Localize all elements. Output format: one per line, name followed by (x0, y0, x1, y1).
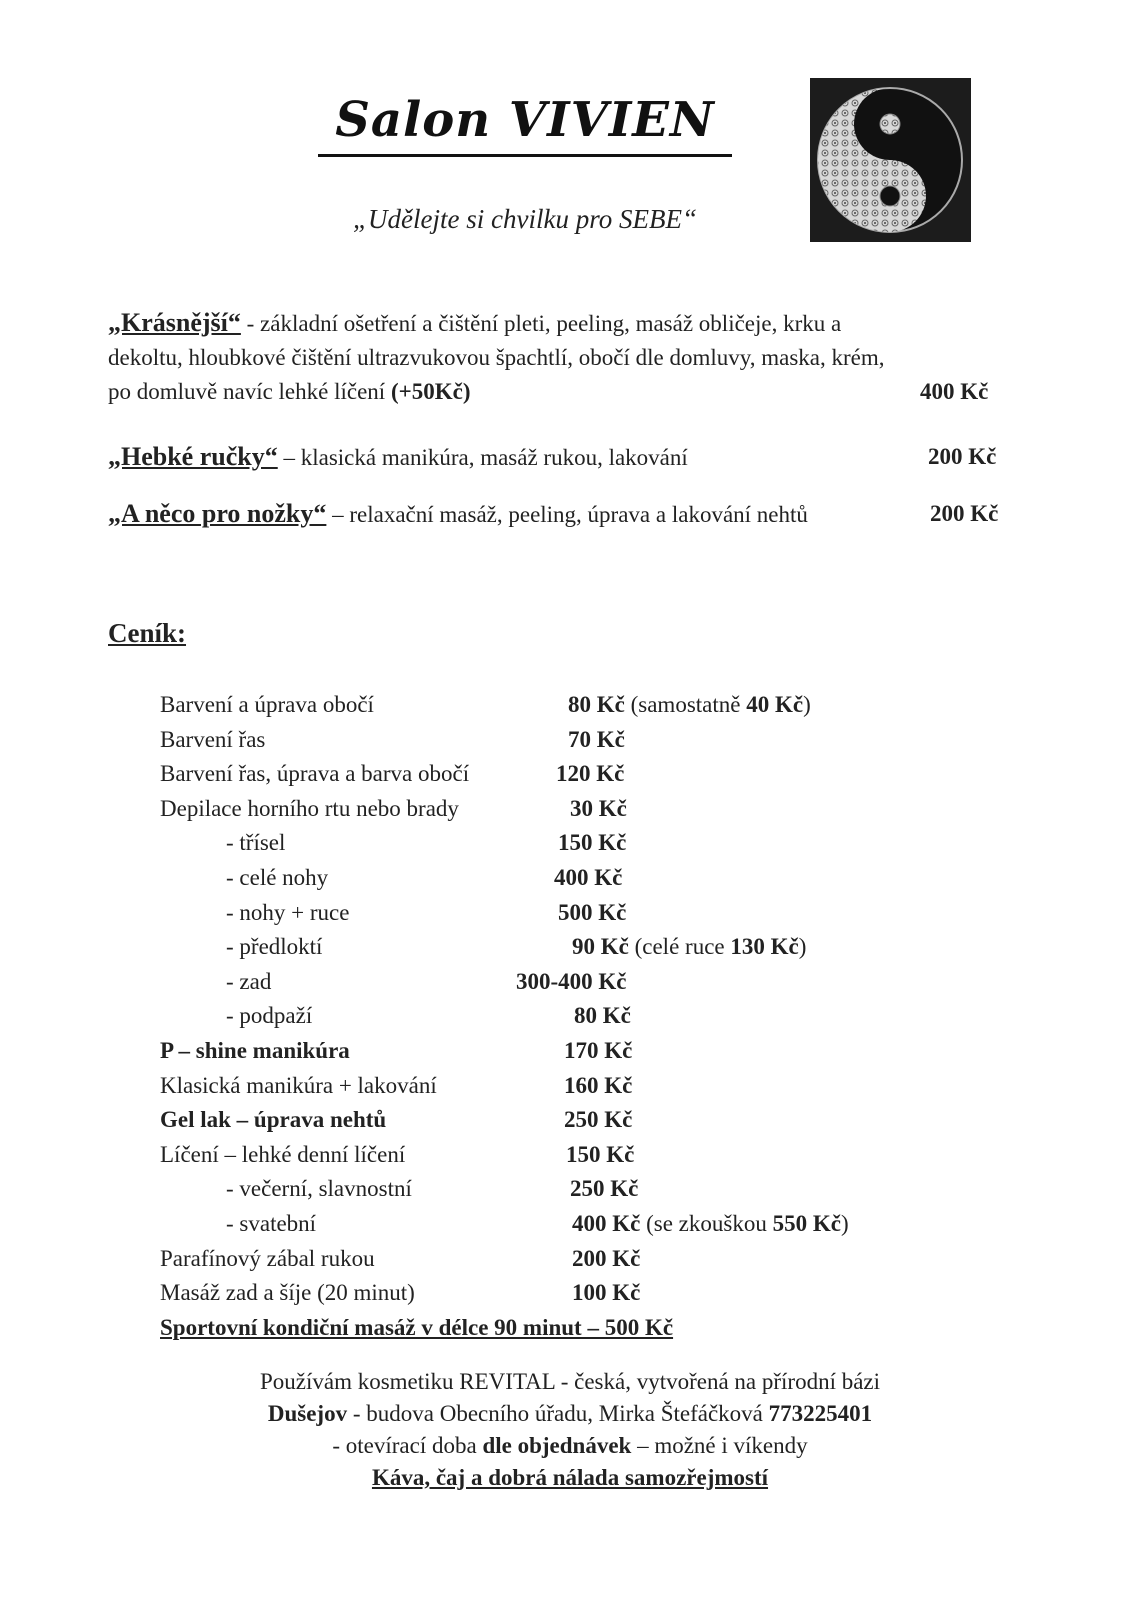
price-note-value: 550 Kč (772, 1210, 841, 1236)
package-neco-pro-nozky (108, 497, 1008, 532)
salon-title: Salon VIVIEN (335, 92, 715, 148)
price-label: Parafínový zábal rukou (160, 1245, 375, 1271)
price-note-value: 40 Kč (746, 692, 804, 717)
package-desc: - základní ošetření a čištění pleti, peeling, masáž obličeje, krku a (240, 311, 842, 336)
pricelist-heading: Ceník: (108, 618, 187, 648)
price-value: 80 Kč (574, 1003, 631, 1029)
price-note-end: ) (798, 934, 807, 960)
price-row (160, 896, 960, 931)
price-value: 120 Kč (556, 761, 625, 787)
price-note-end: ) (803, 692, 811, 717)
footer-hours-label: - otevírací doba (332, 1433, 483, 1458)
price-row (160, 757, 960, 792)
footer-cosmetics: Používám kosmetiku REVITAL - česká, vytvořená na přírodní bázi (259, 1369, 881, 1394)
price-label: - svatební (226, 1210, 317, 1236)
price-value: 300-400 Kč (516, 968, 627, 994)
price-row (160, 861, 960, 896)
price-label: - nohy + ruce (226, 899, 350, 925)
price-row (160, 826, 960, 861)
package-price: 400 Kč (920, 379, 989, 404)
price-label: - večerní, slavnostní (226, 1176, 412, 1202)
yin-yang-logo (810, 78, 971, 242)
price-note: (samostatně (624, 692, 747, 717)
price-row (160, 1069, 960, 1104)
price-row (160, 965, 960, 1000)
price-row (160, 1276, 960, 1311)
footer-hours: dle objednávek (482, 1433, 632, 1458)
footer-place: Dušejov (267, 1401, 348, 1426)
price-note: (se zkouškou (640, 1210, 773, 1236)
package-name: „Krásnější“ (108, 308, 241, 337)
price-row (160, 688, 960, 723)
price-note-end: ) (840, 1210, 849, 1236)
package-price: 200 Kč (928, 444, 997, 469)
price-value: 400 Kč (572, 1210, 641, 1236)
price-label: Barvení a úprava obočí (160, 692, 374, 717)
price-label: - celé nohy (226, 864, 329, 890)
price-label: - třísel (226, 830, 286, 856)
footer-phone: 773225401 (768, 1401, 873, 1426)
price-row (160, 930, 960, 965)
price-label: Barvení řas (160, 726, 266, 752)
price-row (160, 1207, 960, 1242)
price-row (160, 1172, 960, 1207)
price-row (160, 723, 960, 758)
price-label: Barvení řas, úprava a barva obočí (160, 761, 470, 787)
price-value: 150 Kč (566, 1141, 635, 1167)
package-krasnejsi (108, 306, 1008, 409)
package-desc: po domluvě navíc lehké líčení (108, 379, 391, 404)
price-row (160, 999, 960, 1034)
price-value: 200 Kč (572, 1245, 641, 1271)
price-value: 150 Kč (558, 830, 627, 856)
price-value: 70 Kč (568, 726, 625, 752)
price-row (160, 1138, 960, 1173)
price-row (160, 1103, 960, 1138)
price-row (160, 1034, 960, 1069)
price-label: Depilace horního rtu nebo brady (160, 795, 459, 821)
package-name: „A něco pro nožky“ (108, 499, 327, 528)
price-value: 100 Kč (572, 1280, 641, 1306)
price-value: 160 Kč (564, 1072, 633, 1098)
package-hebke-rucky (108, 440, 1008, 475)
price-value: 170 Kč (564, 1037, 633, 1063)
price-row (160, 1242, 960, 1277)
footer-coffee: Káva, čaj a dobrá nálada samozřejmostí (371, 1465, 769, 1490)
price-label: Klasická manikúra + lakování (160, 1072, 437, 1098)
price-label: Masáž zad a šíje (20 minut) (160, 1280, 415, 1306)
yin-yang-icon (810, 78, 971, 242)
package-desc: – relaxační masáž, peeling, úprava a lakování nehtů (326, 502, 808, 527)
price-label: P – shine manikúra (160, 1037, 350, 1063)
pricelist (160, 688, 960, 1345)
price-value: 400 Kč (554, 864, 623, 890)
price-value: 80 Kč (568, 692, 625, 717)
footer-address: - budova Obecního úřadu, Mirka Štefáčková (347, 1401, 769, 1426)
footer-weekend: – možné i víkendy (631, 1433, 808, 1458)
price-label: - podpaží (226, 1003, 313, 1029)
title-underline (318, 154, 732, 157)
package-desc: dekoltu, hloubkové čištění ultrazvukovou špachtlí, obočí dle domluvy, maska, krém, (108, 345, 885, 370)
package-extra-price: (+50Kč) (390, 379, 471, 404)
price-value: 250 Kč (570, 1176, 639, 1202)
price-label: - předloktí (226, 934, 323, 960)
price-value: 250 Kč (564, 1107, 633, 1133)
price-value: 500 Kč (558, 899, 627, 925)
price-label: Gel lak – úprava nehtů (160, 1107, 387, 1133)
price-row (160, 792, 960, 827)
package-name: „Hebké ručky“ (108, 442, 278, 471)
footer (150, 1366, 990, 1494)
slogan: „Udělejte si chvilku pro SEBE“ (353, 204, 697, 234)
price-label: Líčení – lehké denní líčení (160, 1141, 406, 1167)
price-note-value: 130 Kč (730, 934, 799, 960)
package-desc: – klasická manikúra, masáž rukou, lakování (277, 445, 688, 470)
price-note: (celé ruce (628, 934, 731, 960)
price-value: 90 Kč (572, 934, 629, 960)
sport-massage-offer: Sportovní kondiční masáž v délce 90 minut – 500 Kč (160, 1314, 674, 1340)
price-label: - zad (226, 968, 272, 994)
price-value: 30 Kč (570, 795, 627, 821)
package-price: 200 Kč (930, 501, 999, 526)
